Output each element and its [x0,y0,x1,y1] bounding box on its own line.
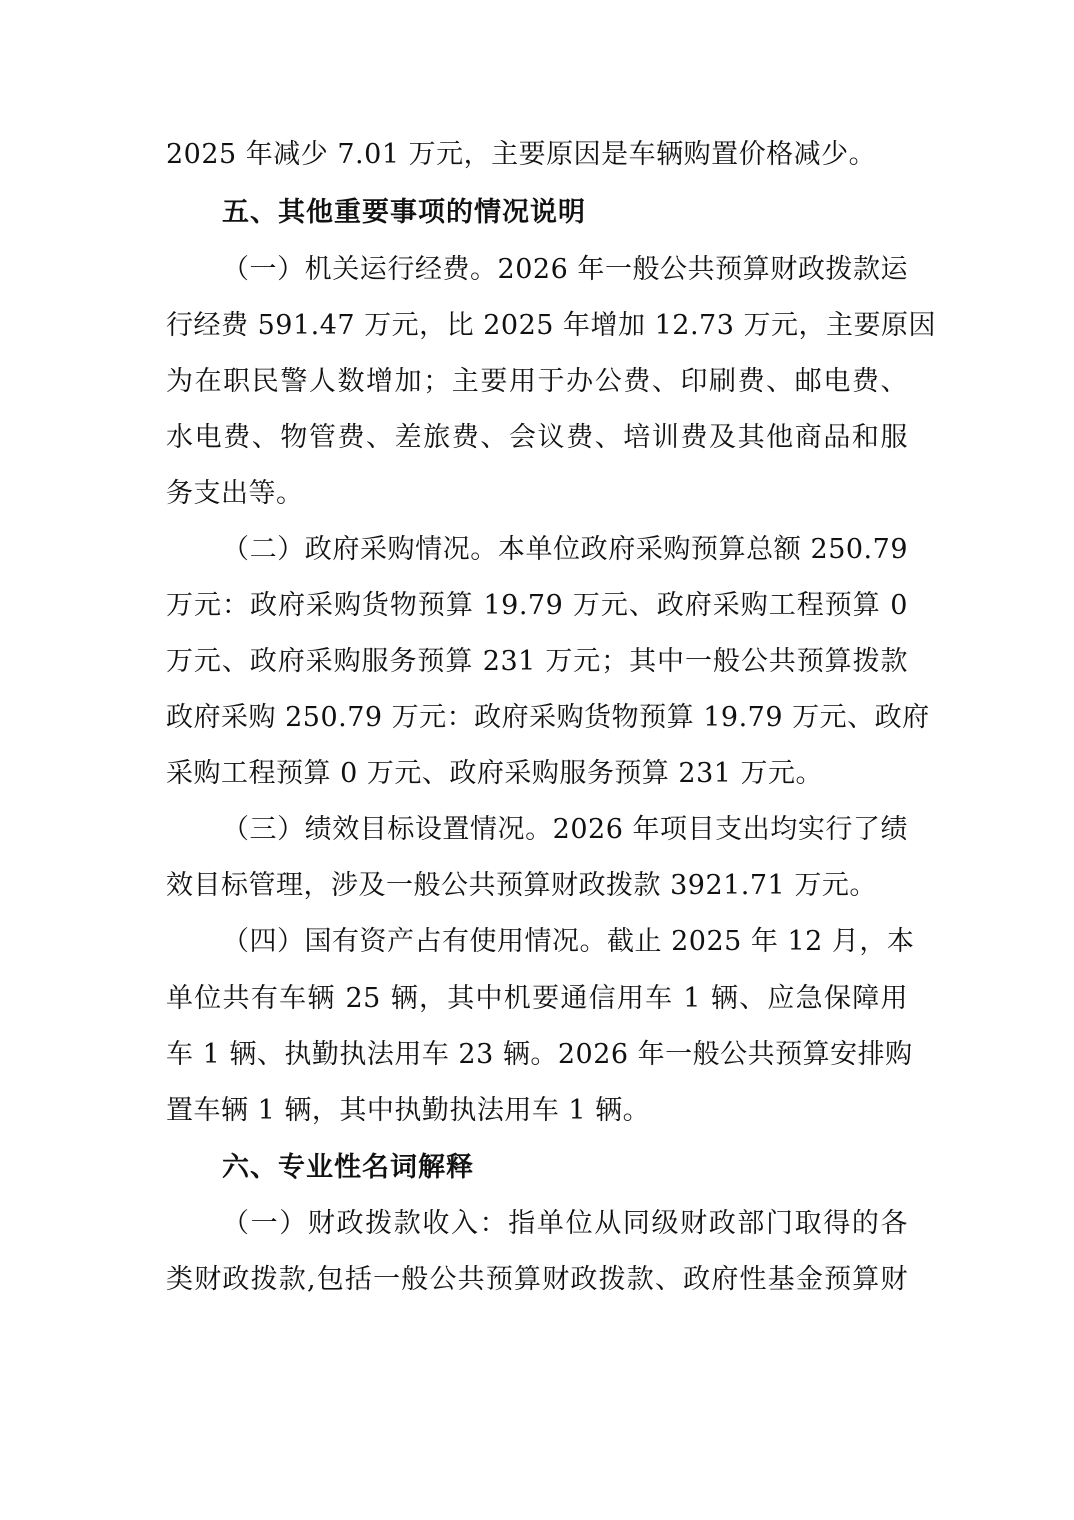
paragraph-line: （四）国有资产占有使用情况。截止 2025 年 12 月，本 [222,926,915,957]
paragraph-line: （二）政府采购情况。本单位政府采购预算总额 250.79 [222,534,908,565]
paragraph-line: 2025 年减少 7.01 万元，主要原因是车辆购置价格减少。 [166,139,877,170]
paragraph-line: （一）财政拨款收入：指单位从同级财政部门取得的各 [222,1208,908,1239]
paragraph-line: 单位共有车辆 25 辆，其中机要通信用车 1 辆、应急保障用 [166,983,908,1014]
paragraph-line: 万元：政府采购货物预算 19.79 万元、政府采购工程预算 0 [166,590,908,621]
paragraph-line: 政府采购 250.79 万元：政府采购货物预算 19.79 万元、政府 [166,702,930,733]
paragraph-line: 为在职民警人数增加；主要用于办公费、印刷费、邮电费、 [166,366,908,397]
section-heading-five: 五、其他重要事项的情况说明 [222,197,586,228]
paragraph-line: 行经费 591.47 万元，比 2025 年增加 12.73 万元，主要原因 [166,310,936,341]
paragraph-line: 车 1 辆、执勤执法用车 23 辆。2026 年一般公共预算安排购 [166,1039,913,1070]
paragraph-line: 水电费、物管费、差旅费、会议费、培训费及其他商品和服 [166,422,908,453]
paragraph-line: 效目标管理，涉及一般公共预算财政拨款 3921.71 万元。 [166,870,877,901]
paragraph-line: （三）绩效目标设置情况。2026 年项目支出均实行了绩 [222,814,908,845]
section-heading-six: 六、专业性名词解释 [222,1152,474,1183]
paragraph-line: 采购工程预算 0 万元、政府采购服务预算 231 万元。 [166,758,824,789]
paragraph-line: 万元、政府采购服务预算 231 万元；其中一般公共预算拨款 [166,646,908,677]
paragraph-line: 类财政拨款,包括一般公共预算财政拨款、政府性基金预算财 [166,1264,908,1295]
paragraph-line: 务支出等。 [166,478,304,509]
paragraph-line: 置车辆 1 辆，其中执勤执法用车 1 辆。 [166,1095,651,1126]
paragraph-line: （一）机关运行经费。2026 年一般公共预算财政拨款运 [222,254,908,285]
